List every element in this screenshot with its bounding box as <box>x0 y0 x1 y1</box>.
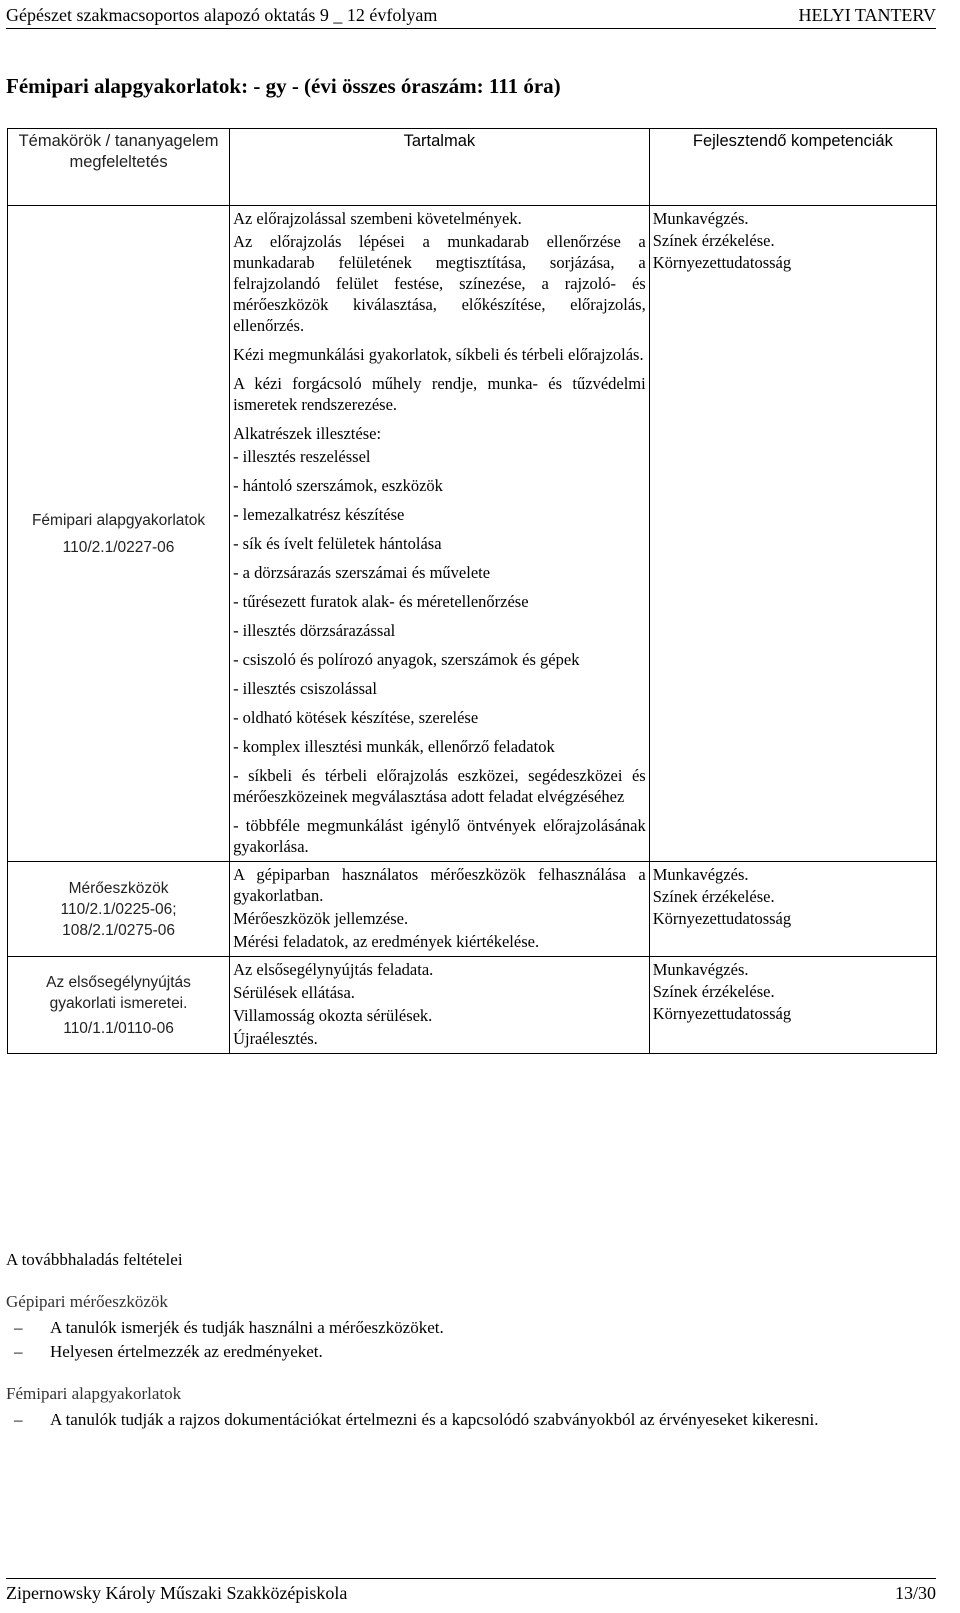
contents-cell <box>230 862 650 957</box>
content-line: - sík és ívelt felületek hántolása <box>233 534 442 553</box>
group-label: Gépipari mérőeszközök <box>6 1292 168 1311</box>
topic-code: 108/2.1/0275-06 <box>62 921 175 939</box>
page-footer <box>6 1578 936 1604</box>
content-line: A gépiparban használatos mérőeszközök felhasználása a gyakorlatban. <box>233 865 646 905</box>
content-line: - síkbeli és térbeli előrajzolás eszközei, segédeszközei és mérőeszközeinek megválasztása adott feladat elvégzéséhez <box>233 766 646 806</box>
competencies-cell <box>649 862 936 957</box>
competency: Munkavégzés. <box>652 960 749 979</box>
content-line: - tűrésezett furatok alak- és méretellenőrzése <box>233 592 529 611</box>
requirement-list <box>6 1408 936 1432</box>
content-line: - komplex illesztési munkák, ellenőrző feladatok <box>233 737 555 756</box>
content-line: - illesztés csiszolással <box>233 679 377 698</box>
topic-cell <box>8 862 230 957</box>
content-line: Mérőeszközök jellemzése. <box>233 909 409 928</box>
topic-name: Mérőeszközök <box>68 879 169 897</box>
table-header-row <box>8 129 937 206</box>
list-item: – A tanulók tudják a rajzos dokumentációkat értelmezni és a kapcsolódó szabványokból az érvényeseket kikeresni. <box>6 1408 936 1432</box>
competency: Környezettudatosság <box>652 909 792 928</box>
topic-code: 110/2.1/0225-06; <box>60 900 177 918</box>
table-row <box>8 862 937 957</box>
competency: Színek érzékelése. <box>652 887 775 906</box>
content-line: Alkatrészek illesztése: <box>233 424 382 443</box>
competencies-cell <box>649 957 936 1054</box>
list-item: – Helyesen értelmezzék az eredményeket. <box>6 1340 936 1364</box>
header-left: Gépészet szakmacsoportos alapozó oktatás 9 _ 12 évfolyam <box>6 5 438 25</box>
content-line: Sérülések ellátása. <box>233 983 355 1002</box>
table-row <box>8 206 937 862</box>
competency: Környezettudatosság <box>652 1004 792 1023</box>
header-competencies: Fejlesztendő kompetenciák <box>649 129 936 206</box>
topic-code: 110/1.1/0110-06 <box>63 1019 174 1037</box>
competency: Munkavégzés. <box>652 209 749 228</box>
competency: Környezettudatosság <box>652 253 792 272</box>
competency: Színek érzékelése. <box>652 982 775 1001</box>
table-row <box>8 957 937 1054</box>
progress-section <box>6 1250 936 1432</box>
content-line: - hántoló szerszámok, eszközök <box>233 476 443 495</box>
topic-name: Fémipari alapgyakorlatok <box>31 511 206 529</box>
content-line: - a dörzsárazás szerszámai és művelete <box>233 563 491 582</box>
content-line: - többféle megmunkálást igénylő öntvények előrajzolásának gyakorlása. <box>233 816 646 856</box>
header-contents: Tartalmak <box>230 129 650 206</box>
content-line: A kézi forgácsoló műhely rendje, munka- és tűzvédelmi ismeretek rendszerezése. <box>233 374 646 414</box>
footer-school: Zipernowsky Károly Műszaki Szakközépiskola <box>6 1583 348 1603</box>
content-line: Mérési feladatok, az eredmények kiértékelése. <box>233 932 540 951</box>
topic-name: Az elsősegélynyújtás gyakorlati ismeretei. <box>46 973 191 1012</box>
progress-heading: A továbbhaladás feltételei <box>6 1250 183 1269</box>
list-item: – A tanulók ismerjék és tudják használni a mérőeszközöket. <box>6 1316 936 1340</box>
header-topics: Témakörök / tananyagelem megfeleltetés <box>8 129 230 206</box>
requirement-list <box>6 1316 936 1364</box>
content-line: Kézi megmunkálási gyakorlatok, síkbeli és térbeli előrajzolás. <box>233 345 644 364</box>
curriculum-table <box>7 128 937 1054</box>
content-line: Villamosság okozta sérülések. <box>233 1006 433 1025</box>
group-label: Fémipari alapgyakorlatok <box>6 1384 182 1403</box>
content-line: - csiszoló és polírozó anyagok, szerszámok és gépek <box>233 650 580 669</box>
page-header <box>6 0 936 29</box>
topic-code: 110/2.1/0227-06 <box>62 538 175 556</box>
content-line: Az elsősegélynyújtás feladata. <box>233 960 434 979</box>
content-line: - oldható kötések készítése, szerelése <box>233 708 479 727</box>
topic-cell <box>8 957 230 1054</box>
doc-title: Fémipari alapgyakorlatok: - gy - (évi összes óraszám: 111 óra) <box>6 74 561 98</box>
topic-cell <box>8 206 230 862</box>
content-line: - illesztés reszeléssel <box>233 447 371 466</box>
contents-cell <box>230 957 650 1054</box>
content-line: Az előrajzolással szembeni követelmények. <box>233 209 522 228</box>
content-line: Újraélesztés. <box>233 1029 318 1048</box>
content-line: Az előrajzolás lépései a munkadarab ellenőrzése a munkadarab felületének megtisztítása, sorjázása, a felrajzolandó felület festése, színezése, a rajzoló- és mérőeszközök kiválasztása, előkészítése, előrajzolás, ellenőrzés. <box>233 232 646 335</box>
page-number: 13/30 <box>894 1583 936 1603</box>
content-line: - lemezalkatrész készítése <box>233 505 405 524</box>
competencies-cell <box>649 206 936 862</box>
content-line: - illesztés dörzsárazással <box>233 621 396 640</box>
competency: Munkavégzés. <box>652 865 749 884</box>
competency: Színek érzékelése. <box>652 231 775 250</box>
contents-cell <box>230 206 650 862</box>
header-right: HELYI TANTERV <box>798 5 936 25</box>
